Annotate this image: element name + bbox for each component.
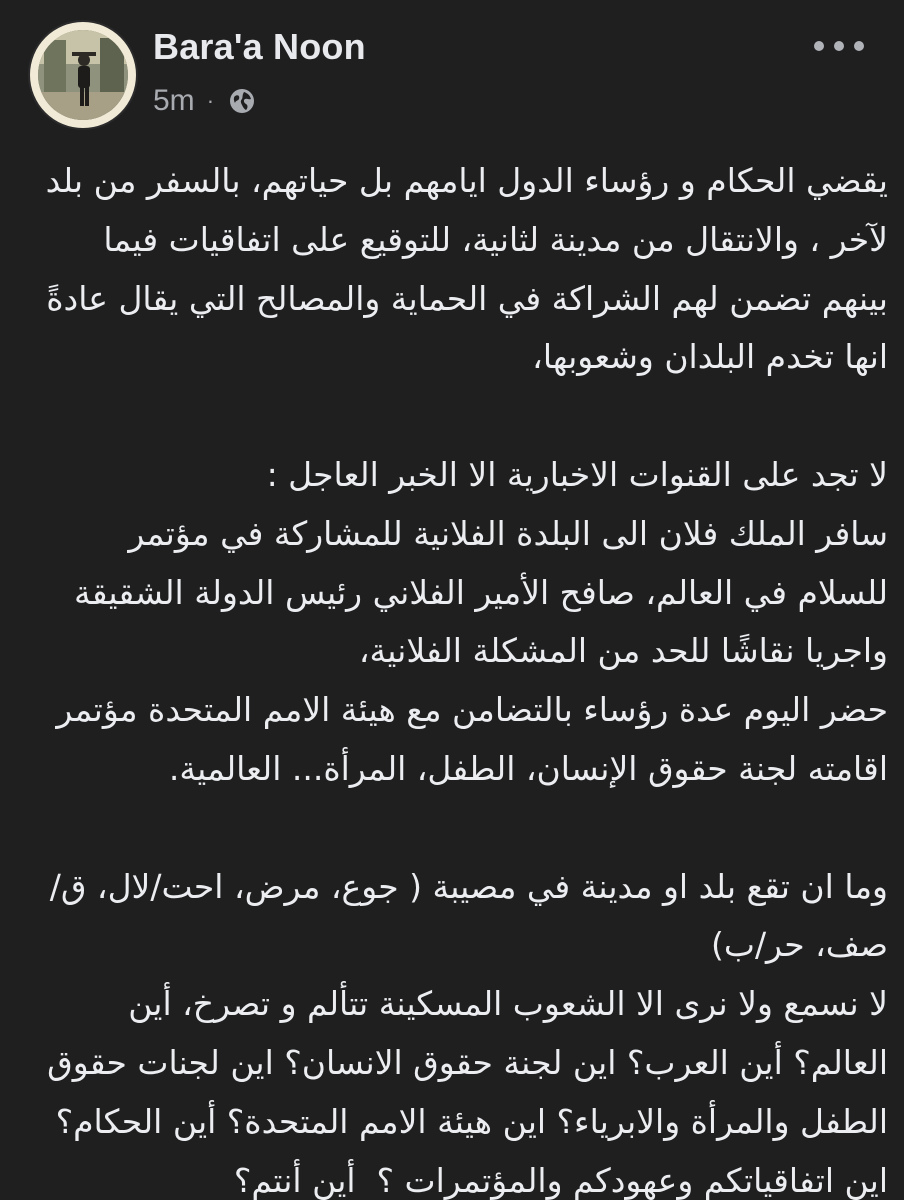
- post-paragraph-1: يقضي الحكام و رؤساء الدول ايامهم بل حياتهم، بالسفر من بلد لآخر ، والانتقال من مدينة لثانية، للتوقيع على اتفاقيات فيما بينهم تضمن لهم الشراكة في الحماية والمصالح التي يقال عادةً انها تخدم البلدان وشعوبها،: [35, 161, 888, 377]
- more-horizontal-icon: [814, 41, 824, 51]
- more-options-button[interactable]: [814, 36, 864, 56]
- profile-avatar[interactable]: [30, 22, 136, 128]
- post-meta: [153, 84, 256, 118]
- globe-icon[interactable]: [228, 87, 256, 115]
- more-horizontal-icon: [834, 41, 844, 51]
- author-name[interactable]: Bara'a Noon: [153, 26, 366, 67]
- meta-separator: ·: [206, 88, 215, 113]
- paragraph-gap: [28, 799, 888, 858]
- post-header: [0, 0, 904, 140]
- post-paragraph-2: لا تجد على القنوات الاخبارية الا الخبر العاجل : سافر الملك فلان الى البلدة الفلانية للمشاركة في مؤتمر للسلام في العالم، صافح الأمير الفلاني رئيس الدولة الشقيقة واجريا نقاشًا للحد من المشكلة الفلانية، حضر اليوم عدة رؤساء بالتضامن مع هيئة الامم المتحدة مؤتمر اقامته لجنة حقوق الإنسان، الطفل، المرأة... العالمية.: [56, 454, 888, 788]
- avatar-image-icon: [38, 30, 128, 120]
- more-horizontal-icon: [854, 41, 864, 51]
- post-body: [28, 152, 888, 1200]
- paragraph-gap: [28, 387, 888, 446]
- avatar-photo: [38, 30, 128, 120]
- post-timestamp[interactable]: 5m: [153, 84, 195, 117]
- post-paragraph-3: وما ان تقع بلد او مدينة في مصيبة ( جوع، مرض، احت/لال، ق/صف، حر/ب) لا نسمع ولا نرى الا الشعوب المسكينة تتألم و تصرخ، أين العالم؟ أين العرب؟ اين لجنة حقوق الانسان؟ اين لجنات حقوق الطفل والمرأة والابرياء؟ اين هيئة الامم المتحدة؟ أين الحكام؟ اين اتفاقياتكم وعهودكم والمؤتمرات ؟ أين أنتم؟: [47, 866, 888, 1200]
